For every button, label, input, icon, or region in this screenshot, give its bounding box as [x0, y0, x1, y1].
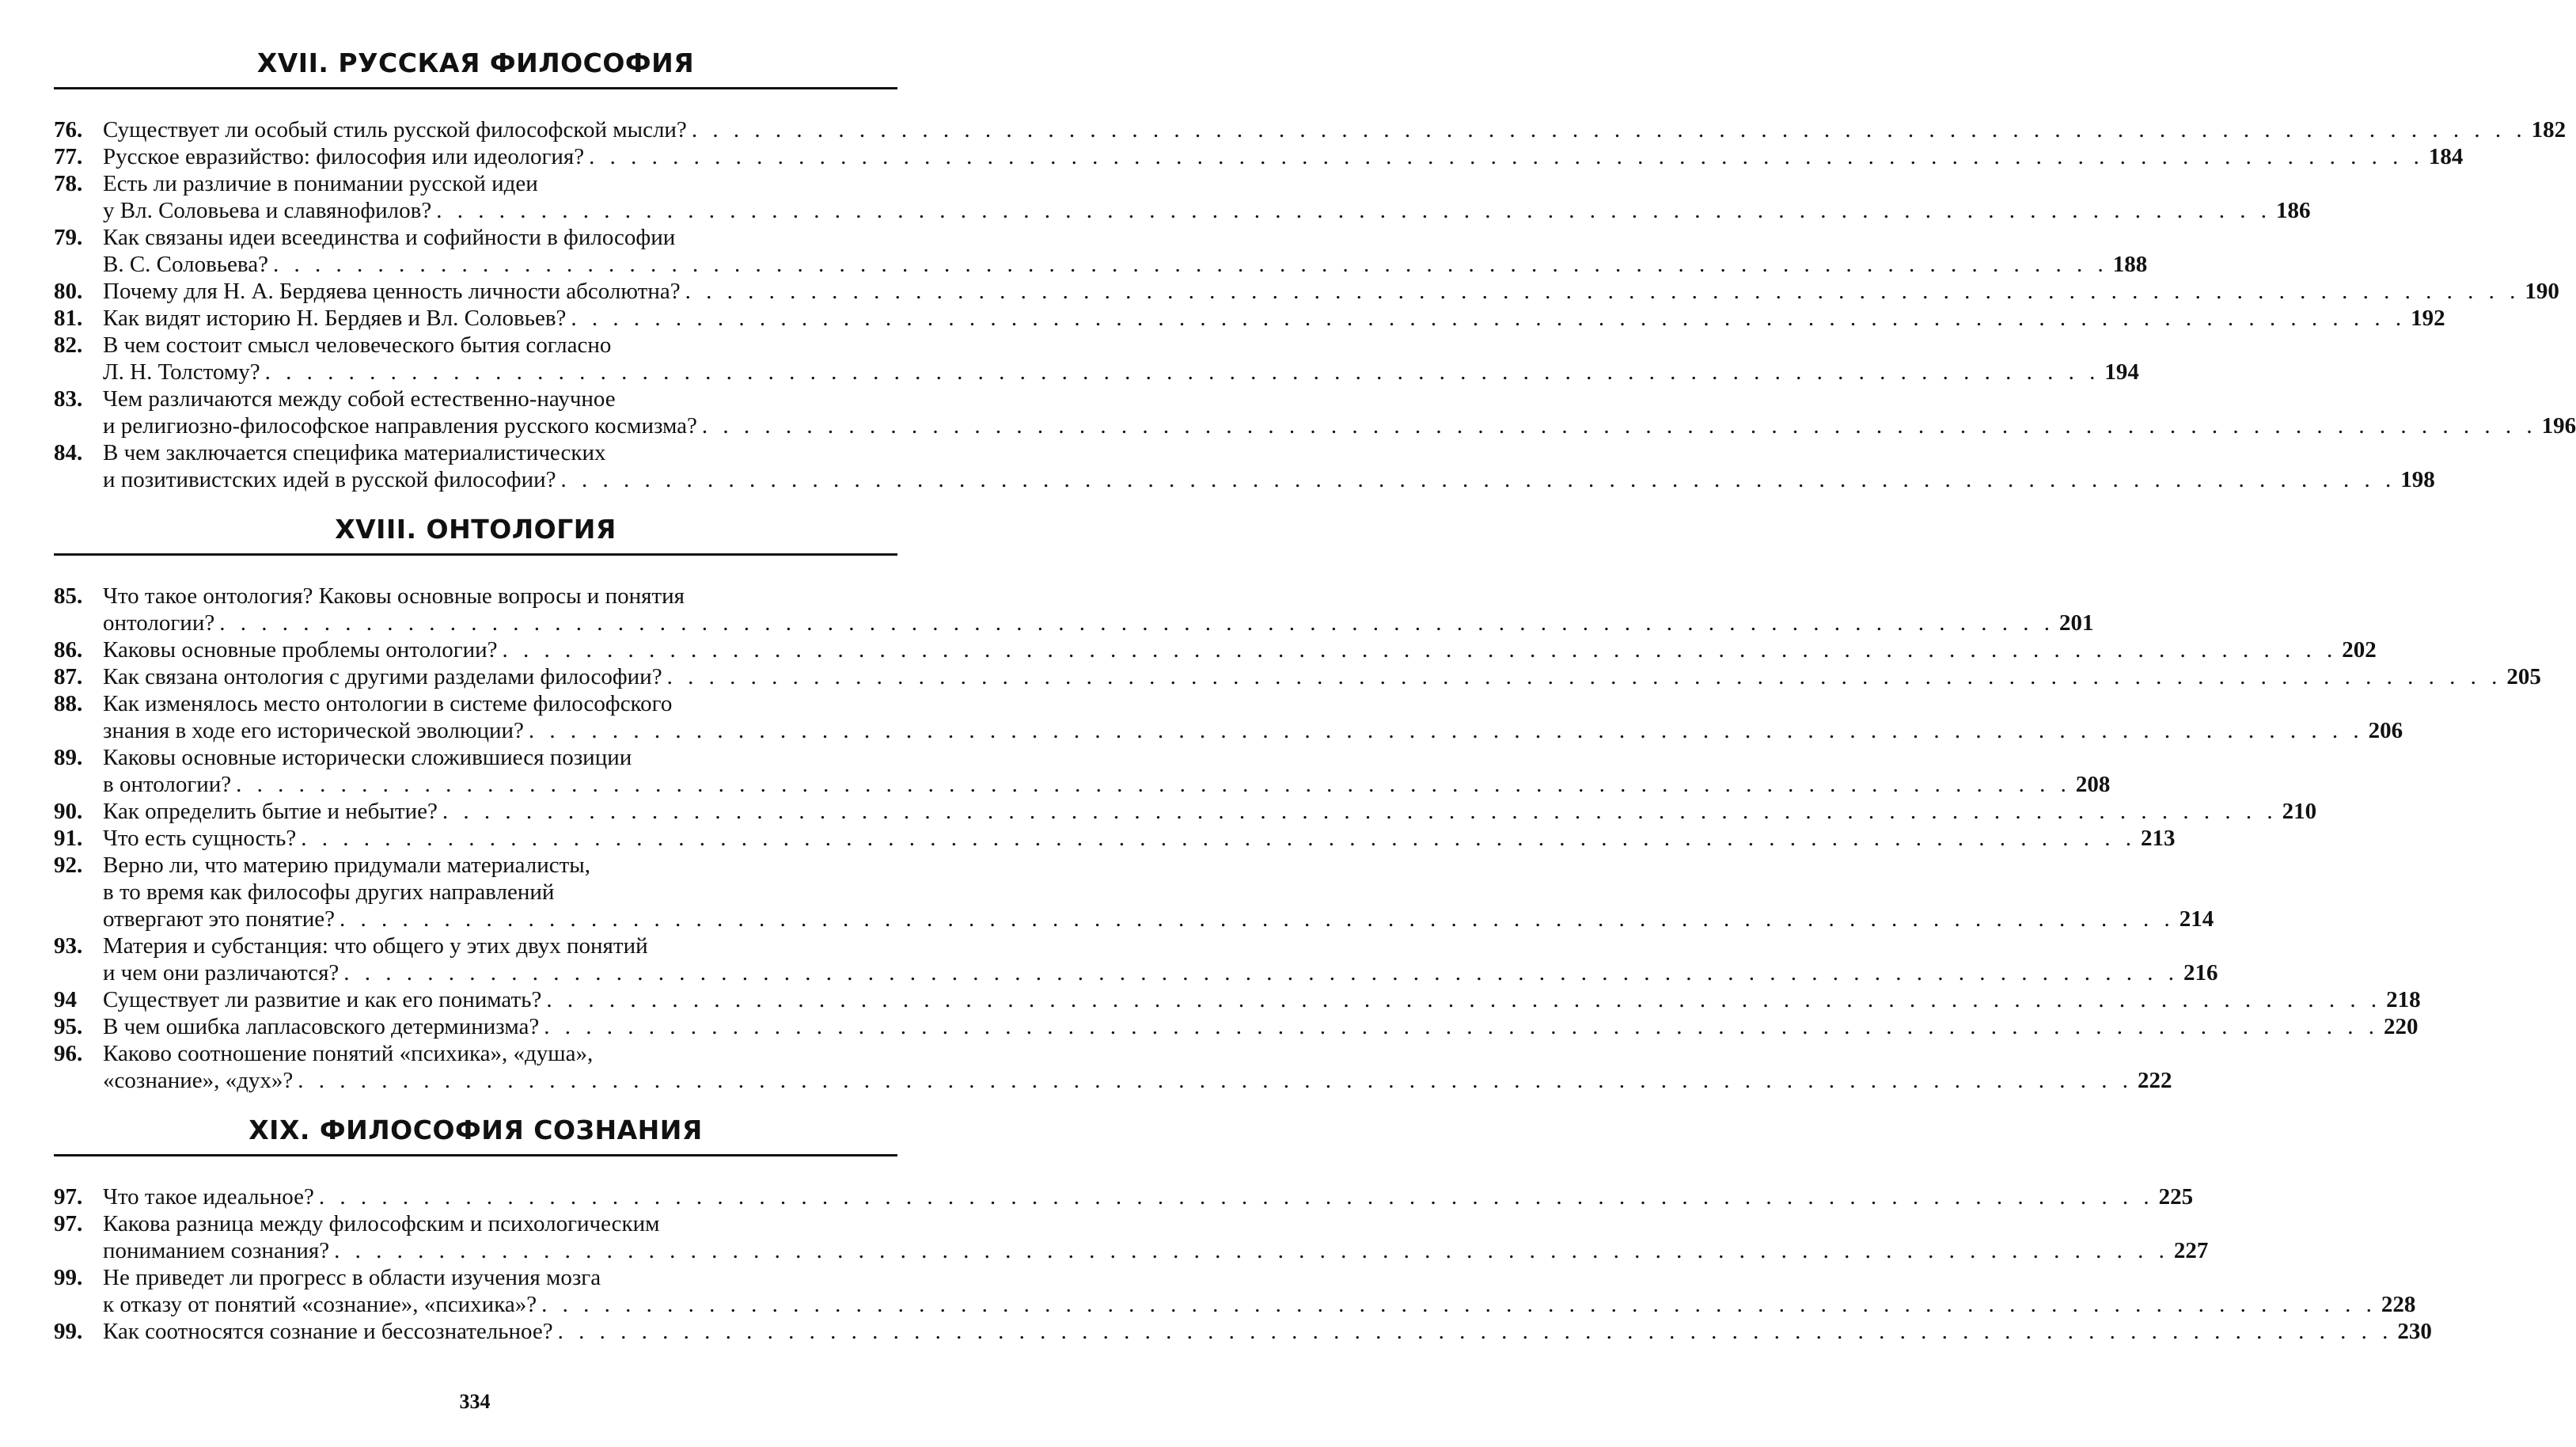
- entry-title-line: Почему для Н. А. Бердяева ценность личности абсолютна?: [103, 279, 681, 304]
- entry-body: [103, 278, 2559, 305]
- toc-entry[interactable]: [54, 143, 2464, 170]
- entry-last-line: [103, 1237, 2209, 1264]
- entry-body: [103, 825, 2176, 852]
- entry-title-line: знания в ходе его исторической эволюции?: [103, 718, 524, 743]
- toc-entry[interactable]: [54, 1040, 2172, 1094]
- entry-body: [103, 1013, 2419, 1040]
- entry-page-number: 214: [2179, 906, 2214, 932]
- entry-page-number: 196: [2541, 413, 2576, 439]
- entry-last-line: [103, 986, 2421, 1013]
- toc-entry[interactable]: [54, 1013, 2419, 1040]
- entry-number: 87.: [54, 664, 83, 689]
- entry-number: 97.: [54, 1211, 83, 1236]
- entry-title-line: в то время как философы других направлений: [103, 879, 555, 905]
- table-of-contents: [54, 47, 2576, 1345]
- entry-number: 91.: [54, 826, 83, 851]
- entry-last-line: [103, 251, 2148, 278]
- entry-title-line: пониманием сознания?: [103, 1238, 330, 1263]
- entry-body: [103, 143, 2464, 170]
- entry-last-line: [103, 197, 2311, 224]
- entry-last-line: [103, 305, 2445, 332]
- toc-entry[interactable]: [54, 636, 2377, 663]
- entry-page-number: 192: [2411, 306, 2445, 331]
- entry-body: [103, 798, 2317, 825]
- entry-body: [103, 663, 2541, 690]
- entry-body: [103, 116, 2567, 143]
- entry-title-line: Материя и субстанция: что общего у этих двух понятий: [103, 933, 648, 959]
- entry-last-line: [103, 798, 2317, 825]
- dot-leader: [544, 1013, 2379, 1040]
- entry-last-line: [103, 959, 2218, 986]
- entry-page-number: 208: [2075, 772, 2111, 797]
- entry-number: 79.: [54, 225, 83, 250]
- dot-leader: [685, 278, 2521, 305]
- entry-last-line: [103, 717, 2403, 744]
- entry-last-line: [103, 278, 2559, 305]
- dot-leader: [558, 1318, 2393, 1345]
- dot-leader: [667, 663, 2502, 690]
- toc-entry[interactable]: [54, 798, 2317, 825]
- entry-body: [103, 385, 2576, 439]
- entry-number: 89.: [54, 745, 83, 770]
- entry-number: 85.: [54, 583, 83, 609]
- entry-page-number: 182: [2531, 117, 2567, 142]
- entry-body: [103, 1264, 2416, 1318]
- entry-number: 76.: [54, 117, 83, 142]
- entry-title-line: Как связана онтология с другими разделами философии?: [103, 664, 662, 689]
- entry-title-line: Как видят историю Н. Бердяев и Вл. Соловьев?: [103, 306, 567, 331]
- entry-body: [103, 305, 2445, 332]
- dot-leader: [589, 143, 2424, 170]
- dot-leader: [236, 771, 2071, 798]
- entry-list: [54, 1183, 2432, 1345]
- entry-page-number: 205: [2506, 664, 2541, 689]
- entry-title-line: и религиозно-философское направления русского космизма?: [103, 413, 697, 439]
- entry-title-line: к отказу от понятий «сознание», «психика»?: [103, 1292, 537, 1317]
- dot-leader: [298, 1067, 2133, 1094]
- entry-body: [103, 439, 2435, 493]
- section-divider: [54, 87, 897, 89]
- dot-leader: [301, 825, 2136, 852]
- entry-last-line: [103, 1291, 2416, 1318]
- toc-entry[interactable]: [54, 986, 2421, 1013]
- toc-entry[interactable]: [54, 439, 2435, 493]
- entry-last-line: [103, 663, 2541, 690]
- entry-page-number: 227: [2173, 1238, 2209, 1263]
- entry-number: 82.: [54, 332, 83, 358]
- entry-title-line: Не приведет ли прогресс в области изучения мозга: [103, 1265, 601, 1290]
- entry-page-number: 220: [2384, 1014, 2419, 1039]
- entry-page-number: 186: [2275, 198, 2311, 223]
- toc-entry[interactable]: [54, 825, 2176, 852]
- dot-leader: [442, 798, 2278, 825]
- entry-title-line: онтологии?: [103, 610, 215, 636]
- entry-page-number: 218: [2386, 987, 2421, 1012]
- entry-page-number: 213: [2140, 826, 2176, 851]
- toc-entry[interactable]: [54, 690, 2403, 744]
- entry-title-line: Существует ли развитие и как его понимать?: [103, 987, 542, 1012]
- entry-number: 77.: [54, 144, 83, 169]
- entry-last-line: [103, 1013, 2419, 1040]
- entry-body: [103, 636, 2377, 663]
- entry-title-line: Каковы основные проблемы онтологии?: [103, 637, 498, 663]
- entry-number: 97.: [54, 1184, 83, 1210]
- entry-title-line: Как изменялось место онтологии в системе философского: [103, 691, 673, 716]
- dot-leader: [529, 717, 2364, 744]
- dot-leader: [273, 251, 2108, 278]
- entry-title-line: «сознание», «дух»?: [103, 1068, 294, 1093]
- toc-section: [54, 514, 2541, 1094]
- entry-title-line: Верно ли, что материю придумали материалисты,: [103, 853, 591, 878]
- entry-number: 95.: [54, 1014, 83, 1039]
- entry-number: 81.: [54, 306, 83, 331]
- entry-last-line: [103, 412, 2576, 439]
- entry-number: 99.: [54, 1265, 83, 1290]
- toc-entry[interactable]: [54, 583, 2094, 636]
- dot-leader: [319, 1183, 2154, 1210]
- toc-section: [54, 47, 2576, 493]
- entry-last-line: [103, 359, 2139, 385]
- entry-number: 86.: [54, 637, 83, 663]
- entry-body: [103, 986, 2421, 1013]
- toc-entry[interactable]: [54, 116, 2567, 143]
- toc-entry[interactable]: [54, 1210, 2209, 1264]
- entry-page-number: 190: [2525, 279, 2559, 304]
- entry-page-number: 222: [2138, 1068, 2172, 1093]
- entry-last-line: [103, 466, 2435, 493]
- toc-entry[interactable]: [54, 852, 2214, 932]
- entry-body: [103, 932, 2218, 986]
- entry-page-number: 216: [2183, 960, 2218, 986]
- entry-body: [103, 1183, 2194, 1210]
- dot-leader: [541, 1291, 2377, 1318]
- entry-page-number: 210: [2282, 799, 2317, 824]
- entry-title-line: В чем заключается специфика материалистических: [103, 440, 606, 465]
- entry-body: [103, 1040, 2172, 1094]
- entry-title-line: Как соотносятся сознание и бессознательное?: [103, 1319, 553, 1344]
- entry-title-line: Есть ли различие в понимании русской идеи: [103, 171, 538, 196]
- entry-page-number: 188: [2112, 252, 2148, 277]
- entry-last-line: [103, 825, 2176, 852]
- entry-title-line: Л. Н. Толстому?: [103, 359, 260, 385]
- toc-entry[interactable]: [54, 1264, 2416, 1318]
- entry-title-line: Чем различаются между собой естественно-научное: [103, 386, 616, 412]
- entry-page-number: 228: [2381, 1292, 2416, 1317]
- dot-leader: [560, 466, 2396, 493]
- entry-body: [103, 170, 2311, 224]
- dot-leader: [334, 1237, 2169, 1264]
- toc-entry[interactable]: [54, 332, 2139, 385]
- dot-leader: [503, 636, 2338, 663]
- section-title: XVII. РУССКАЯ ФИЛОСОФИЯ: [256, 47, 695, 78]
- entry-page-number: 230: [2397, 1319, 2432, 1344]
- page-number: 334: [459, 1390, 491, 1413]
- entry-body: [103, 1318, 2432, 1345]
- entry-title-line: Какова разница между философским и психологическим: [103, 1211, 660, 1236]
- entry-body: [103, 852, 2214, 932]
- dot-leader: [340, 906, 2175, 932]
- toc-entry[interactable]: [54, 278, 2559, 305]
- entry-page-number: 184: [2428, 144, 2464, 169]
- entry-title-line: Что такое идеальное?: [103, 1184, 314, 1210]
- entry-body: [103, 224, 2148, 278]
- entry-last-line: [103, 636, 2377, 663]
- section-divider: [54, 553, 897, 556]
- entry-last-line: [103, 1067, 2172, 1094]
- entry-body: [103, 1210, 2209, 1264]
- section-title: XIX. ФИЛОСОФИЯ СОЗНАНИЯ: [248, 1115, 703, 1145]
- entry-number: 90.: [54, 799, 83, 824]
- entry-title-line: Что такое онтология? Каковы основные вопросы и понятия: [103, 583, 685, 609]
- entry-last-line: [103, 1183, 2194, 1210]
- entry-title-line: и чем они различаются?: [103, 960, 340, 986]
- entry-number: 99.: [54, 1319, 83, 1344]
- toc-entry[interactable]: [54, 385, 2576, 439]
- toc-entry[interactable]: [54, 1318, 2432, 1345]
- toc-entry[interactable]: [54, 224, 2148, 278]
- entry-last-line: [103, 1318, 2432, 1345]
- dot-leader: [546, 986, 2381, 1013]
- toc-entry[interactable]: [54, 744, 2111, 798]
- toc-entry[interactable]: [54, 170, 2311, 224]
- entry-body: [103, 583, 2094, 636]
- entry-list: [54, 583, 2541, 1094]
- entry-number: 80.: [54, 279, 83, 304]
- section-divider: [54, 1154, 897, 1156]
- entry-body: [103, 332, 2139, 385]
- entry-title-line: Что есть сущность?: [103, 826, 297, 851]
- entry-number: 84.: [54, 440, 83, 465]
- entry-title-line: В чем состоит смысл человеческого бытия согласно: [103, 332, 612, 358]
- entry-number: 92.: [54, 853, 83, 878]
- entry-title-line: в онтологии?: [103, 772, 232, 797]
- entry-number: 96.: [54, 1041, 83, 1066]
- entry-title-line: Как связаны идеи всеединства и софийности в философии: [103, 225, 676, 250]
- toc-entry[interactable]: [54, 932, 2218, 986]
- dot-leader: [571, 305, 2406, 332]
- dot-leader: [436, 197, 2271, 224]
- entry-number: 94: [54, 987, 77, 1012]
- entry-number: 83.: [54, 386, 83, 412]
- entry-title-line: Как определить бытие и небытие?: [103, 799, 438, 824]
- entry-last-line: [103, 771, 2111, 798]
- entry-title-line: В чем ошибка лапласовского детерминизма?: [103, 1014, 540, 1039]
- entry-title-line: отвергают это понятие?: [103, 906, 335, 932]
- toc-entry[interactable]: [54, 305, 2445, 332]
- entry-title-line: Существует ли особый стиль русской философской мысли?: [103, 117, 687, 142]
- entry-number: 93.: [54, 933, 83, 959]
- entry-last-line: [103, 610, 2094, 636]
- entry-last-line: [103, 116, 2567, 143]
- entry-title-line: у Вл. Соловьева и славянофилов?: [103, 198, 432, 223]
- entry-last-line: [103, 906, 2214, 932]
- dot-leader: [343, 959, 2179, 986]
- entry-title-line: Каково соотношение понятий «психика», «душа»,: [103, 1041, 594, 1066]
- entry-page-number: 201: [2058, 610, 2094, 636]
- entry-last-line: [103, 143, 2464, 170]
- dot-leader: [702, 412, 2537, 439]
- entry-page-number: 194: [2104, 359, 2139, 385]
- toc-section: [54, 1115, 2432, 1345]
- toc-entry[interactable]: [54, 663, 2541, 690]
- section-title: XVIII. ОНТОЛОГИЯ: [335, 514, 616, 545]
- entry-page-number: 198: [2400, 467, 2435, 492]
- entry-title-line: и позитивистских идей в русской философии?: [103, 467, 556, 492]
- entry-title-line: Русское евразийство: философия или идеология?: [103, 144, 585, 169]
- entry-page-number: 206: [2368, 718, 2403, 743]
- entry-body: [103, 744, 2111, 798]
- entry-page-number: 225: [2158, 1184, 2194, 1210]
- toc-entry[interactable]: [54, 1183, 2194, 1210]
- entry-page-number: 202: [2342, 637, 2377, 663]
- entry-title-line: Каковы основные исторически сложившиеся позиции: [103, 745, 632, 770]
- entry-number: 78.: [54, 171, 83, 196]
- entry-list: [54, 116, 2576, 493]
- entry-body: [103, 690, 2403, 744]
- dot-leader: [692, 116, 2527, 143]
- dot-leader: [219, 610, 2054, 636]
- dot-leader: [265, 359, 2100, 385]
- entry-number: 88.: [54, 691, 83, 716]
- entry-title-line: В. С. Соловьева?: [103, 252, 268, 277]
